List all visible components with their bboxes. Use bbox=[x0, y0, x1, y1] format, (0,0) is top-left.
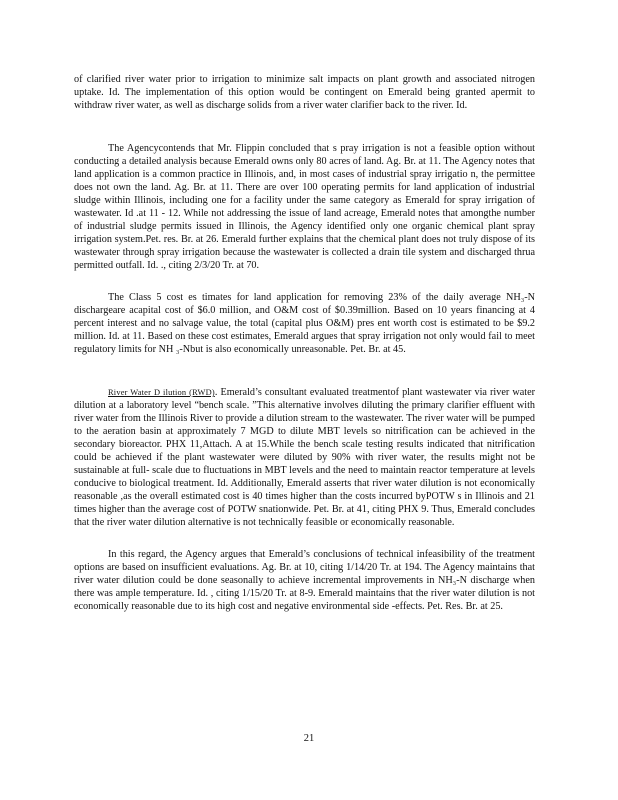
document-body bbox=[74, 73, 535, 632]
paragraph-2: The Agencycontends that Mr. Flippin concluded that s pray irrigation is not a feasible option without conducting a detailed analysis because Emerald owns only 80 acres of land. Ag. Br. at 11. The Agency notes that land application is a common practice in Illinois, and, in most cases of industrial spray irrigatio n, the permittee does not own the land. Ag. Br. at 11. There are over 100 operating permits for land application of industrial sludge within Illinois, including one for a facility under the same category as Emerald for spray irrigation of wastewater. Id .at 11 - 12. While not addressing the issue of land acreage, Emerald notes that amongthe number of industrial sludge permits issued in Illinois, the Agency identified only one organic chemical plant spray irrigation system.Pet. res. Br. at 26. Emerald further explains that the chemical plant does not truly dispose of its wastewater through spray irrigation because the wastewater is collected a drain tile system and discharged thrua permitted outfall. Id. ., citing 2/3/20 Tr. at 70. bbox=[74, 143, 535, 271]
paragraph-4-text: . Emerald’s consultant evaluated treatmentof plant wastewater via river water dilution at a laboratory level “bench scale. ”This alternative involves diluting the primary clarifier effluent with river water from the Illinois River to provide a dilution stream to the wastewater. The river water will be pumped to the aeration basin at approximately 7 MGD to dilute MBT levels so nitrification can be achieved in the secondary bioreactor. PHX 11,Attach. A at 15.While the bench scale testing results indicated that nitrification could be achieved if the plant wastewater were diluted by 90% with river water, the results might not be sustainable at full- scale due to fluctuations in MBT levels and the need to maintain reactor temperature at levels conducive to biological treatment. Id. Additionally, Emerald asserts that river water dilution is not economically reasonable ,as the overall estimated cost is 40 times higher than the costs incurred byPOTW s in Illinois and 21 times higher than the average cost of POTW snationwide. Pet. Br. at 41, citing PHX 9. Thus, Emerald concludes that the river water dilution alternative is not technically feasible or economically reasonable. bbox=[74, 387, 535, 528]
page-number: 21 bbox=[303, 733, 315, 744]
paragraph-5: In this regard, the Agency argues that Emerald’s conclusions of technical infeasibility of the treatment options are based on insufficient evaluations. Ag. Br. at 10, citing 1/14/20 Tr. at 194. The Agency maintains that river water dilution could be done seasonally to achieve incremental improvements in NH₃-N discharge when there was ample temperature. Id. , citing 1/15/20 Tr. at 8-9. Emerald maintains that the river water dilution is not economically reasonable due to its high cost and negative environmental side -effects. Pet. Res. Br. at 25. bbox=[74, 549, 535, 612]
section-heading-river-water-dilution: River Water D ilution (RWD) bbox=[108, 388, 215, 397]
paragraph-1: of clarified river water prior to irrigation to minimize salt impacts on plant growth and associated nitrogen uptake. Id. The implementation of this option would be contingent on Emerald being granted apermit to withdraw river water, as well as discharge solids from a river water clarifier back to the river. Id. bbox=[74, 74, 535, 111]
paragraph-3: The Class 5 cost es timates for land application for removing 23% of the daily average NH₃-N dischargeare acapital cost of $6.0 million, and O&M cost of $0.39million. Based on 10 years financing at 4 percent interest and no salvage value, the total (capital plus O&M) pres ent worth cost is estimated to be $9.2 million. Id. at 11. Based on these cost estimates, Emerald argues that spray irrigation not only would fail to meet regulatory limits for NH ₃-Nbut is also economically unreasonable. Pet. Br. at 45. bbox=[74, 292, 535, 355]
paragraph-4 bbox=[74, 386, 535, 529]
